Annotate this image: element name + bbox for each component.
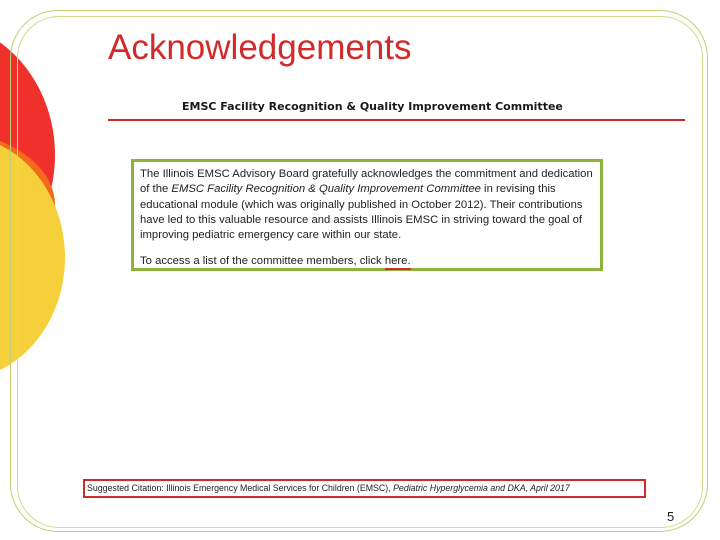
committee-members-link[interactable]: here. (385, 255, 411, 270)
slide-title: Acknowledgements (108, 28, 412, 67)
committee-name: EMSC Facility Recognition & Quality Improvement Committee (171, 183, 481, 196)
slide-frame-inner (17, 16, 703, 528)
citation-title: Pediatric Hyperglycemia and DKA, April 2017 (393, 483, 570, 493)
citation-text: Suggested Citation: Illinois Emergency Medical Services for Children (EMSC), (87, 483, 394, 493)
access-text: To access a list of the committee members, click (140, 255, 385, 268)
page-number: 5 (667, 509, 675, 524)
acknowledgement-paragraph (140, 167, 596, 243)
ack-text-end: in revising this educational module (which was originally published in October 2012). Their contributions have led to this valuable resource and assists Illinois EMSC in striving toward the goal of improving pediatric emergency care within our state. (140, 183, 583, 242)
committee-subtitle: EMSC Facility Recognition & Quality Improvement Committee (182, 100, 563, 113)
suggested-citation (83, 479, 646, 498)
title-divider (108, 119, 685, 121)
access-paragraph (140, 254, 596, 269)
ack-text-start: The Illinois EMSC Advisory Board gratefully acknowledges the commitment and dedication of the (140, 168, 593, 196)
acknowledgement-box (131, 159, 603, 271)
